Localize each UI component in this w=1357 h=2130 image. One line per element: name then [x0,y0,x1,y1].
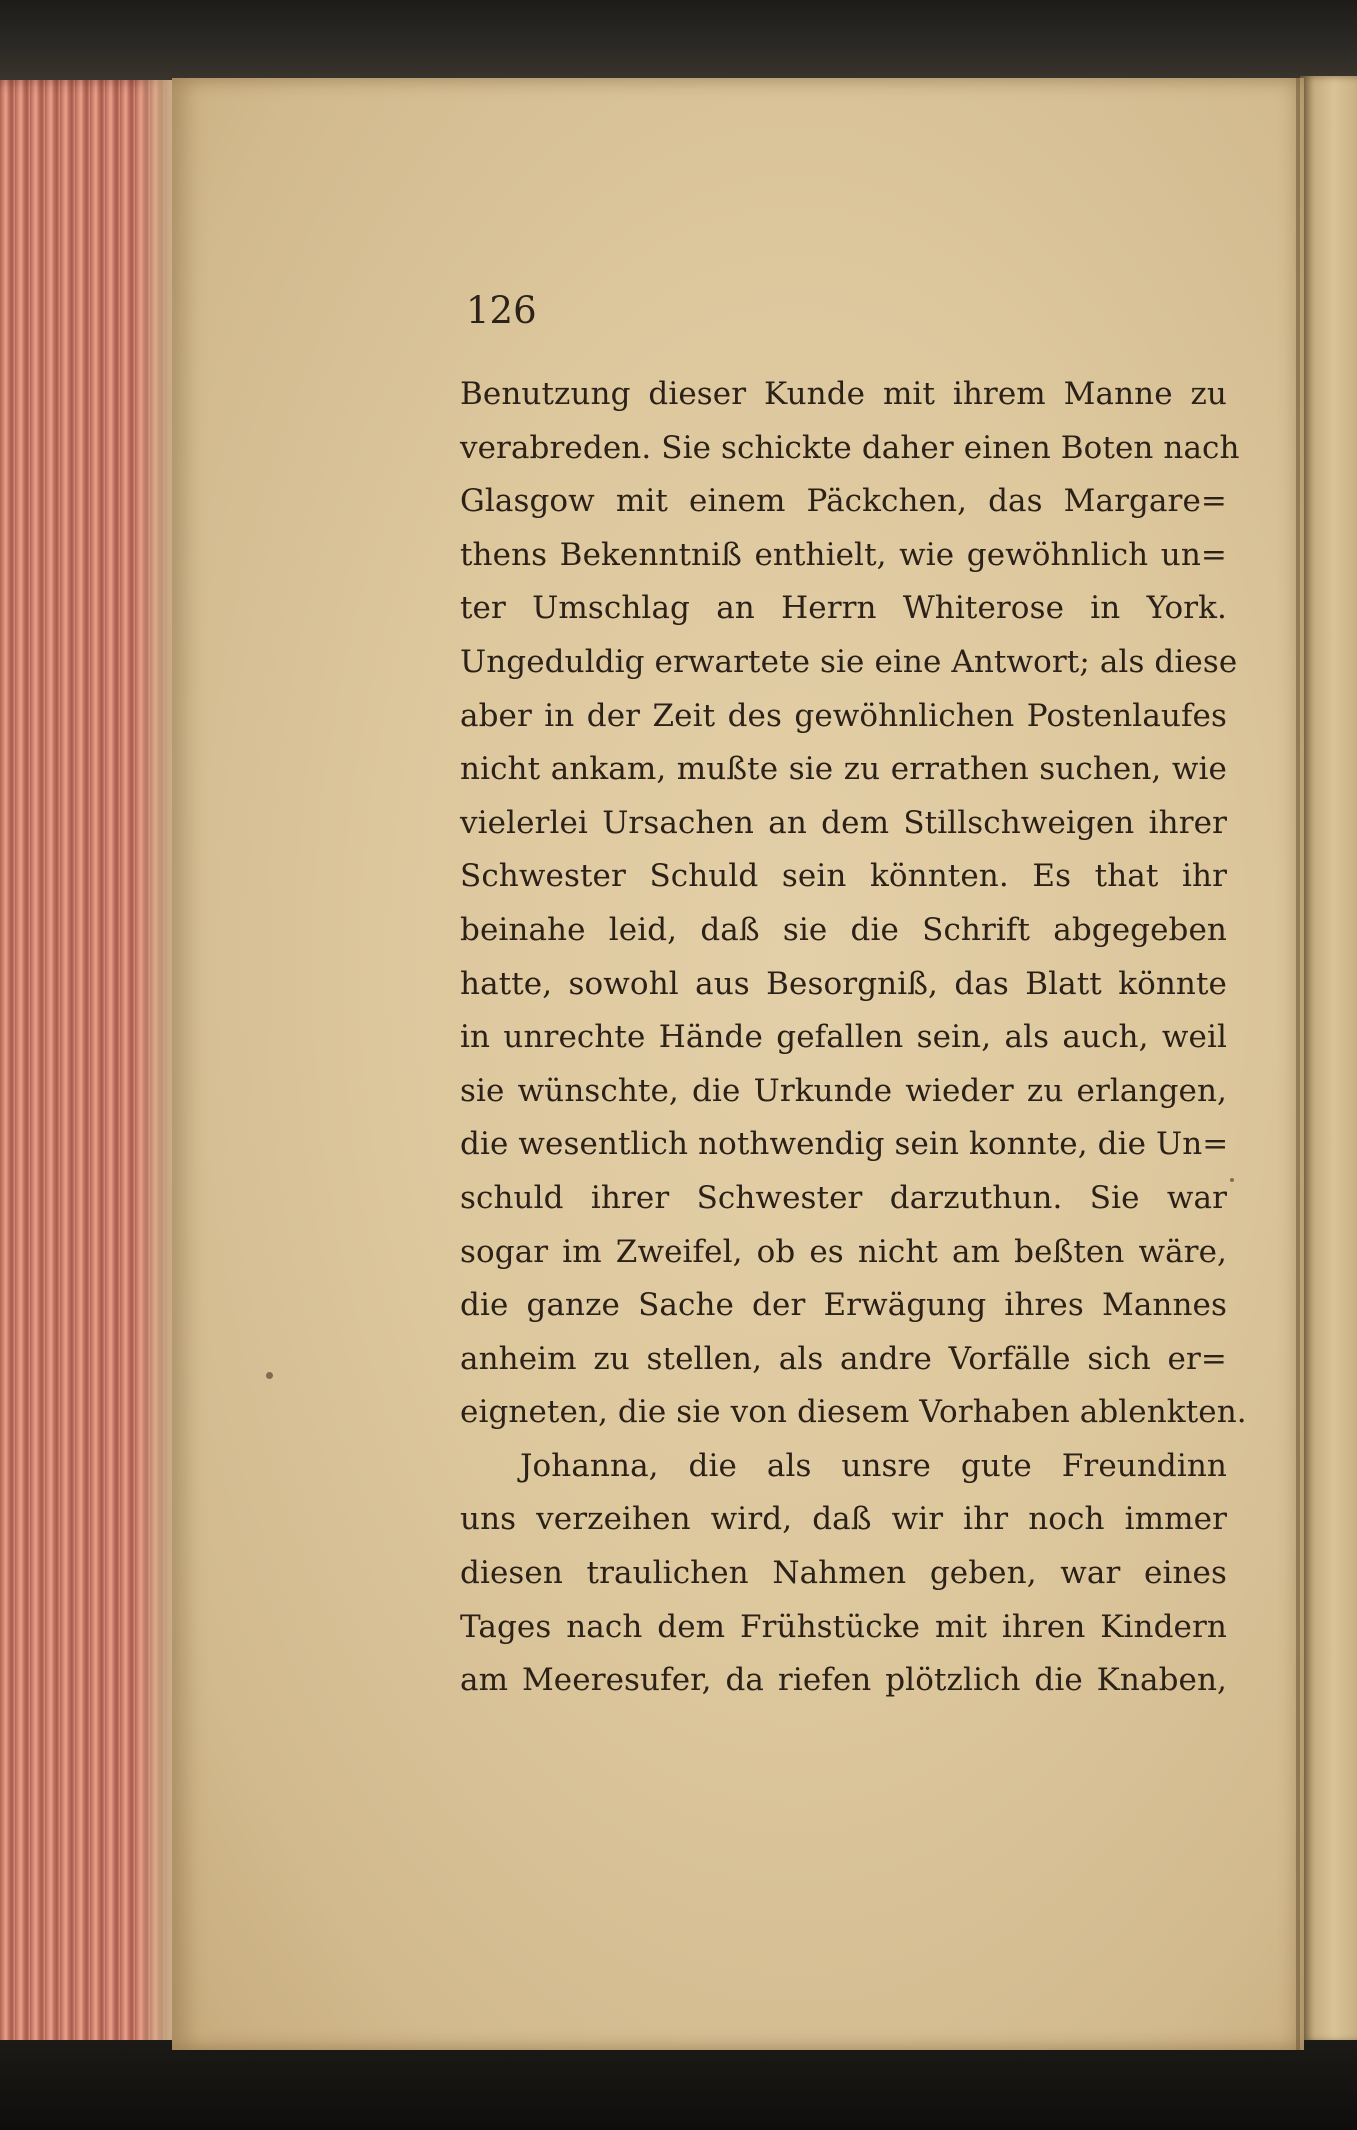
text-line: ter Umschlag an Herrn Whiterose in York. [460,590,1227,627]
body-text [460,368,1247,1708]
text-line: nicht ankam, mußte sie zu errathen suchen, wie [460,751,1227,788]
text-line: beinahe leid, daß sie die Schrift abgegeben [460,911,1227,948]
book-cover-top [0,0,1357,82]
text-line: Ungeduldig erwartete sie eine Antwort; als diese [460,643,1238,680]
text-line: in unrechte Hände gefallen sein, als auch, weil [460,1019,1227,1056]
text-line: schuld ihrer Schwester darzuthun. Sie war [460,1179,1227,1216]
text-line: vielerlei Ursachen an dem Stillschweigen ihrer [460,804,1227,841]
text-line: sogar im Zweifel, ob es nicht am beßten wäre, [460,1233,1227,1270]
page-gutter [1296,78,1300,2050]
book-cover-bottom [0,2040,1357,2130]
facing-page-edge [1300,76,1357,2042]
text-line: die wesentlich nothwendig sein konnte, die Un= [460,1126,1229,1163]
page-edges-stack [0,80,178,2058]
text-line: sie wünschte, die Urkunde wieder zu erlangen, [460,1072,1227,1109]
text-line: anheim zu stellen, als andre Vorfälle sich er= [460,1340,1227,1377]
text-line: Benutzung dieser Kunde mit ihrem Manne zu [460,376,1227,412]
text-line: diesen traulichen Nahmen geben, war eines [460,1555,1227,1592]
text-line: Schwester Schuld sein könnten. Es that ihr [460,858,1227,895]
paragraph-first-line: Johanna, die als unsre gute Freundinn [520,1447,1227,1484]
text-line: thens Bekenntniß enthielt, wie gewöhnlich un= [460,536,1227,573]
text-line: verabreden. Sie schickte daher einen Boten nach [460,429,1240,466]
text-line: aber in der Zeit des gewöhnlichen Postenlaufes [460,697,1227,734]
text-line: am Meeresufer, da riefen plötzlich die Knaben, [460,1662,1227,1699]
text-line: uns verzeihen wird, daß wir ihr noch immer [460,1501,1227,1538]
text-line: hatte, sowohl aus Besorgniß, das Blatt könnte [460,965,1227,1002]
text-line: die ganze Sache der Erwägung ihres Mannes [460,1287,1227,1324]
paper-speck [266,1372,273,1379]
paper-speck [1230,1178,1234,1182]
text-line: eigneten, die sie von diesem Vorhaben ablenkten. [460,1394,1247,1431]
text-line: Tages nach dem Frühstücke mit ihren Kindern [460,1608,1227,1645]
page-number: 126 [466,289,537,332]
text-line: Glasgow mit einem Päckchen, das Margare= [460,483,1227,520]
